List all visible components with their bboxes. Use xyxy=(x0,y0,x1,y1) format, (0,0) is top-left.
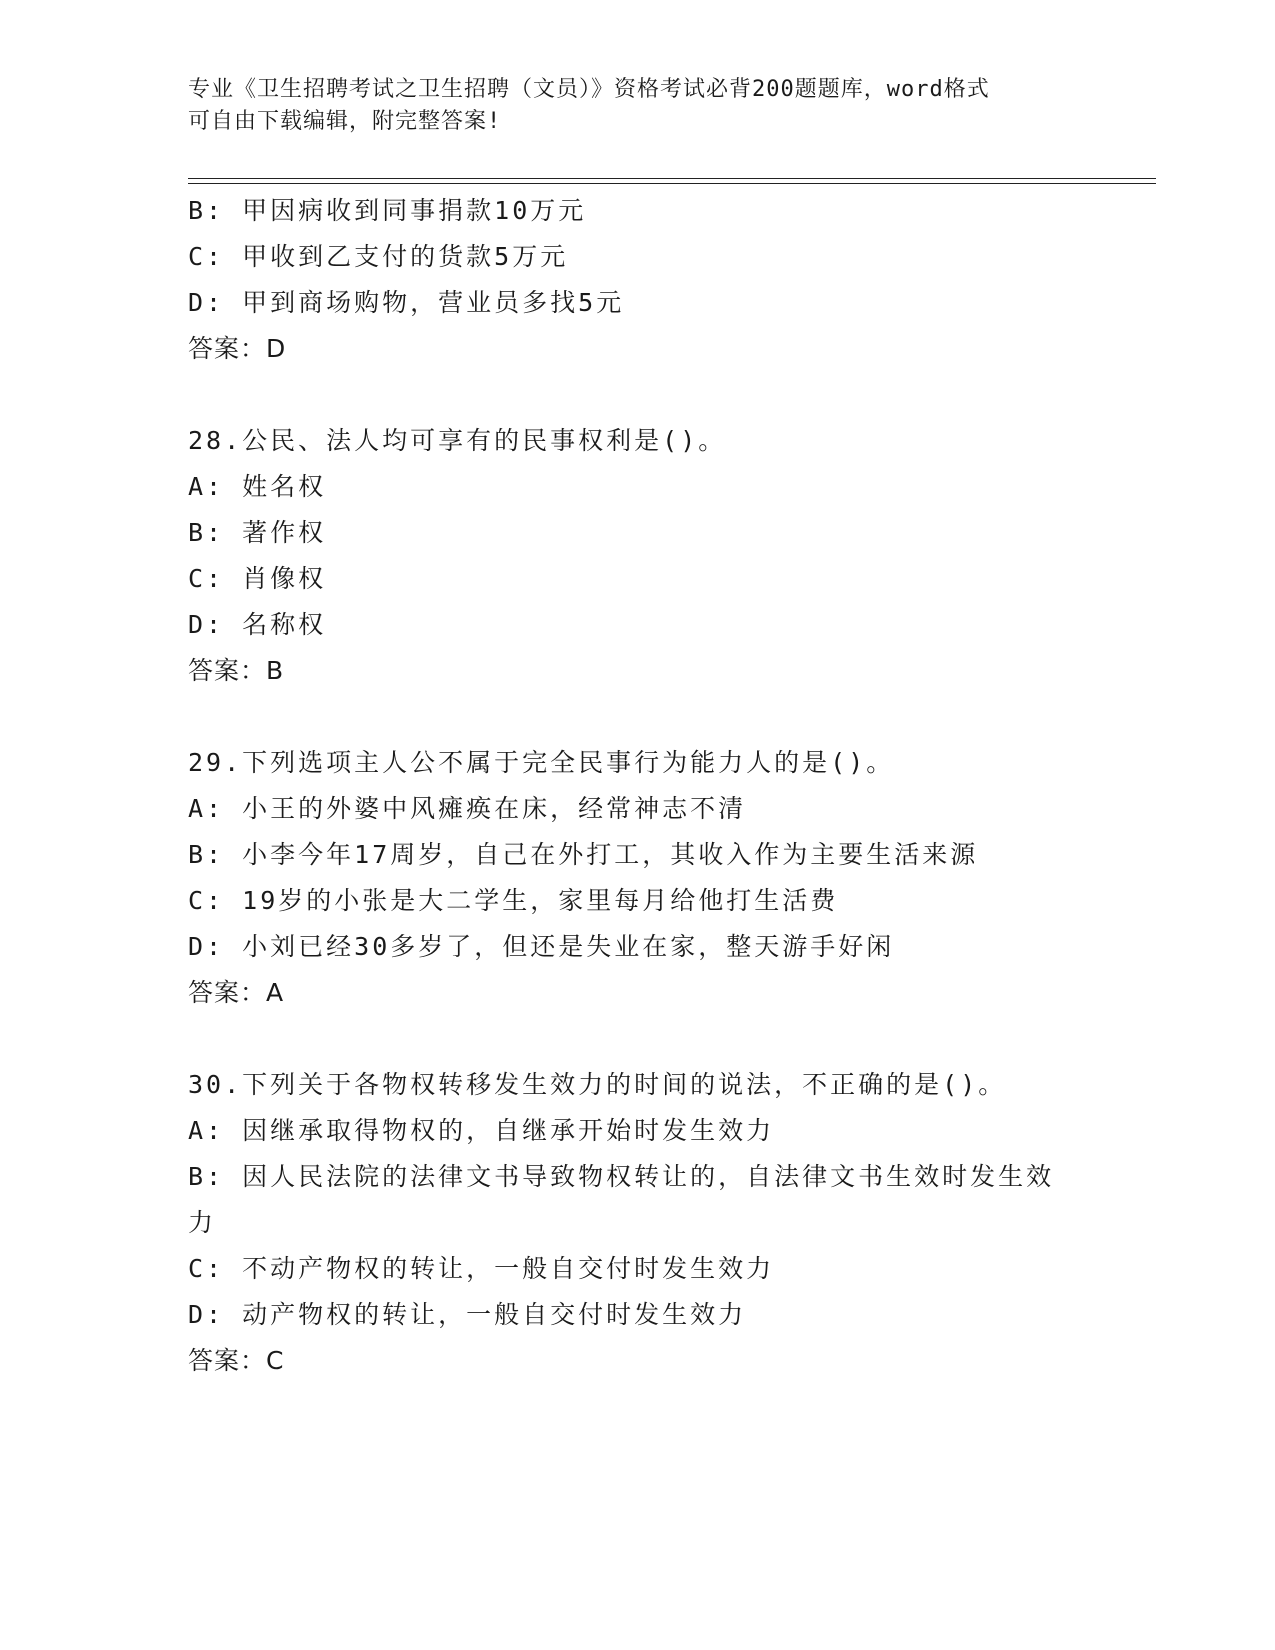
question-text: 29.下列选项主人公不属于完全民事行为能力人的是()。 xyxy=(188,748,895,777)
question-block-29 xyxy=(188,740,1088,1016)
option-b: B: 小李今年17周岁，自己在外打工，其收入作为主要生活来源 xyxy=(188,840,979,869)
option-b: B: 甲因病收到同事捐款10万元 xyxy=(188,196,587,225)
header-line-1: 专业《卫生招聘考试之卫生招聘（文员）》资格考试必背200题题库，word格式 xyxy=(188,77,990,102)
option-d: D: 小刘已经30多岁了，但还是失业在家，整天游手好闲 xyxy=(188,932,895,961)
answer-text: 答案：D xyxy=(188,334,287,363)
spacer xyxy=(188,1016,1088,1062)
option-c: C: 19岁的小张是大二学生，家里每月给他打生活费 xyxy=(188,886,839,915)
option-a: A: 小王的外婆中风瘫痪在床，经常神志不清 xyxy=(188,794,747,823)
option-c: C: 不动产物权的转让，一般自交付时发生效力 xyxy=(188,1254,775,1283)
answer-text: 答案：C xyxy=(188,1346,285,1375)
option-d: D: 动产物权的转让，一般自交付时发生效力 xyxy=(188,1300,747,1329)
header-line-2: 可自由下载编辑，附完整答案! xyxy=(188,109,502,134)
answer-text: 答案：B xyxy=(188,656,285,685)
option-b: B: 因人民法院的法律文书导致物权转让的，自法律文书生效时发生效 xyxy=(188,1162,1055,1191)
option-a: A: 因继承取得物权的，自继承开始时发生效力 xyxy=(188,1116,775,1145)
option-b: B: 著作权 xyxy=(188,518,327,547)
question-text: 30.下列关于各物权转移发生效力的时间的说法，不正确的是()。 xyxy=(188,1070,1007,1099)
option-b-continued: 力 xyxy=(188,1208,217,1237)
spacer xyxy=(188,694,1088,740)
answer-text: 答案：A xyxy=(188,978,285,1007)
option-d: D: 甲到商场购物，营业员多找5元 xyxy=(188,288,625,317)
question-block-27 xyxy=(188,188,1088,372)
question-block-30 xyxy=(188,1062,1088,1384)
option-c: C: 甲收到乙支付的货款5万元 xyxy=(188,242,569,271)
header-divider-bottom xyxy=(188,183,1156,184)
question-list xyxy=(188,188,1088,1384)
header-divider-top xyxy=(188,178,1156,179)
document-header xyxy=(188,74,1068,138)
option-a: A: 姓名权 xyxy=(188,472,327,501)
question-text: 28.公民、法人均可享有的民事权利是()。 xyxy=(188,426,727,455)
option-d: D: 名称权 xyxy=(188,610,327,639)
spacer xyxy=(188,372,1088,418)
option-c: C: 肖像权 xyxy=(188,564,327,593)
question-block-28 xyxy=(188,418,1088,694)
